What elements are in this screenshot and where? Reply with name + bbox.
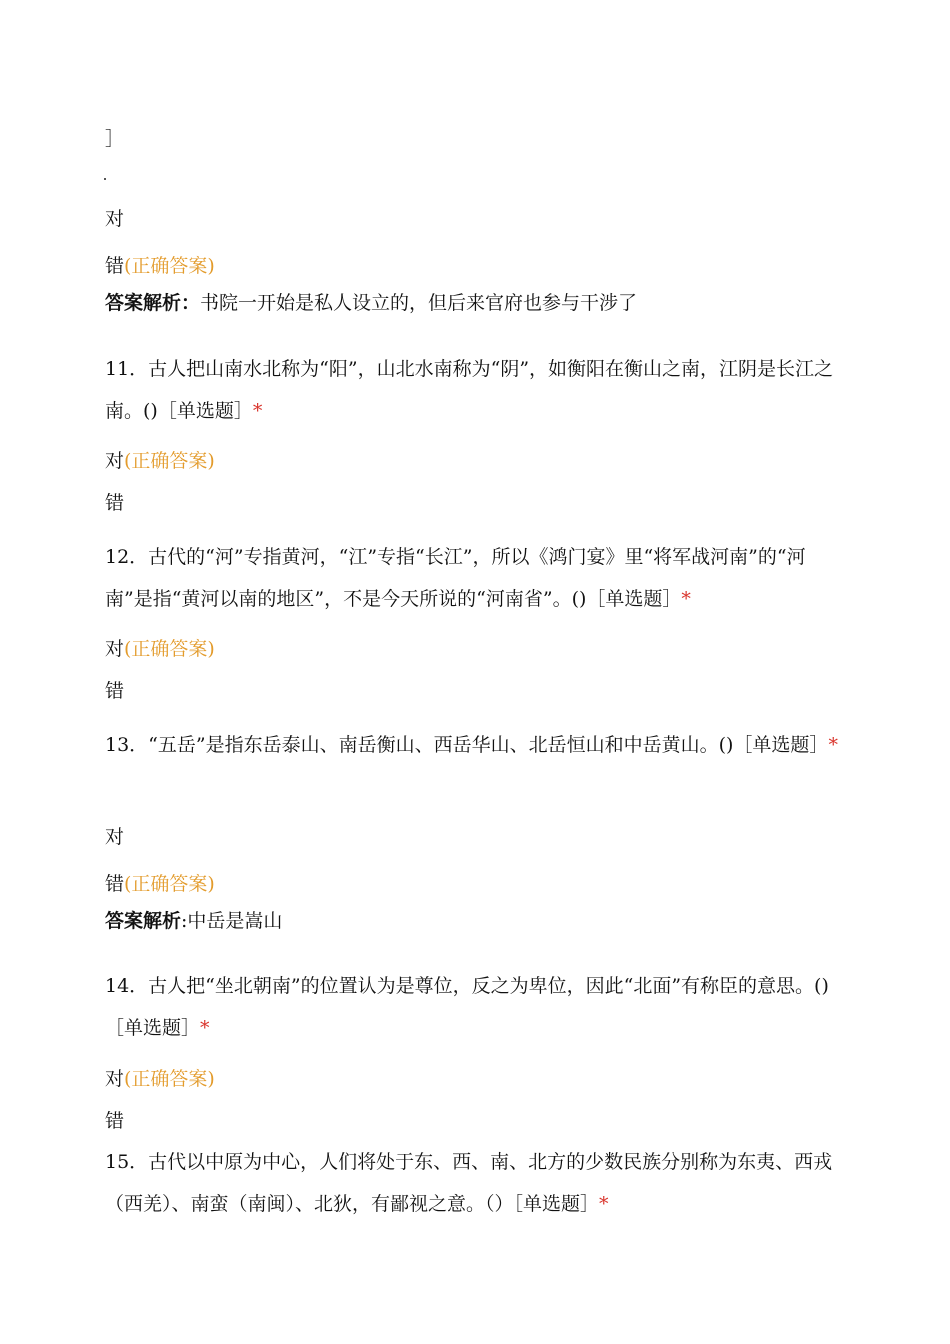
correct-answer-tag: (正确答案) bbox=[124, 1068, 215, 1090]
question-text: 14．古人把“坐北朝南”的位置认为是尊位，反之为卑位，因此“北面”有称臣的意思。()［单选题］ bbox=[105, 975, 829, 1039]
question-text: 12．古代的“河”专指黄河，“江”专指“长江”，所以《鸿门宴》里“将军战河南”的“河南”是指“黄河以南的地区”，不是今天所说的“河南省”。()［单选题］ bbox=[105, 546, 806, 610]
question-text: 15．古代以中原为中心，人们将处于东、西、南、北方的少数民族分别称为东夷、西戎（西羌）、南蛮（南闽）、北狄，有鄙视之意。（）［单选题］ bbox=[105, 1151, 833, 1215]
q11-option-a-label: 对 bbox=[105, 450, 125, 472]
q10-option-b-label: 错 bbox=[105, 255, 125, 277]
correct-answer-tag: (正确答案) bbox=[124, 638, 215, 660]
bracket-fragment: ］ bbox=[105, 128, 125, 150]
required-star: * bbox=[252, 400, 263, 422]
analysis-text: 书院一开始是私人设立的，但后来官府也参与干涉了 bbox=[200, 292, 638, 314]
q13-analysis bbox=[105, 909, 282, 933]
q10-option-b[interactable] bbox=[105, 254, 215, 278]
q14-option-b[interactable]: 错 bbox=[105, 1110, 125, 1132]
q10-option-a[interactable]: 对 bbox=[105, 208, 125, 230]
question-text: 13．“五岳”是指东岳泰山、南岳衡山、西岳华山、北岳恒山和中岳黄山。()［单选题］ bbox=[105, 734, 829, 756]
q10-analysis bbox=[105, 291, 637, 315]
q13-option-b-label: 错 bbox=[105, 873, 125, 895]
q12-option-a[interactable] bbox=[105, 637, 215, 661]
required-star: * bbox=[200, 1017, 210, 1039]
q12-option-b[interactable]: 错 bbox=[105, 680, 125, 702]
question-text: 11．古人把山南水北称为“阳”，山北水南称为“阴”，如衡阳在衡山之南，江阴是长江之南。()［单选题］ bbox=[105, 358, 834, 422]
q14-option-a-label: 对 bbox=[105, 1068, 125, 1090]
q11-text bbox=[105, 348, 850, 432]
analysis-label: 答案解析 bbox=[105, 910, 182, 932]
q14-text bbox=[105, 965, 850, 1049]
correct-answer-tag: (正确答案) bbox=[124, 873, 215, 895]
q14-option-a[interactable] bbox=[105, 1067, 215, 1091]
analysis-text: :中岳是嵩山 bbox=[181, 910, 283, 932]
required-star: * bbox=[828, 734, 838, 756]
q15-text bbox=[105, 1141, 850, 1225]
correct-answer-tag: (正确答案) bbox=[124, 255, 215, 277]
required-star: * bbox=[599, 1193, 609, 1215]
q13-text bbox=[105, 724, 850, 766]
q12-option-a-label: 对 bbox=[105, 638, 125, 660]
q13-option-a[interactable]: 对 bbox=[105, 826, 125, 848]
q13-option-b[interactable] bbox=[105, 872, 215, 896]
q12-text bbox=[105, 536, 850, 620]
correct-answer-tag: (正确答案) bbox=[124, 450, 215, 472]
q11-option-b[interactable]: 错 bbox=[105, 492, 125, 514]
q11-option-a[interactable] bbox=[105, 449, 215, 473]
required-star: * bbox=[681, 588, 691, 610]
stray-dot bbox=[104, 178, 106, 180]
analysis-label: 答案解析： bbox=[105, 292, 201, 314]
